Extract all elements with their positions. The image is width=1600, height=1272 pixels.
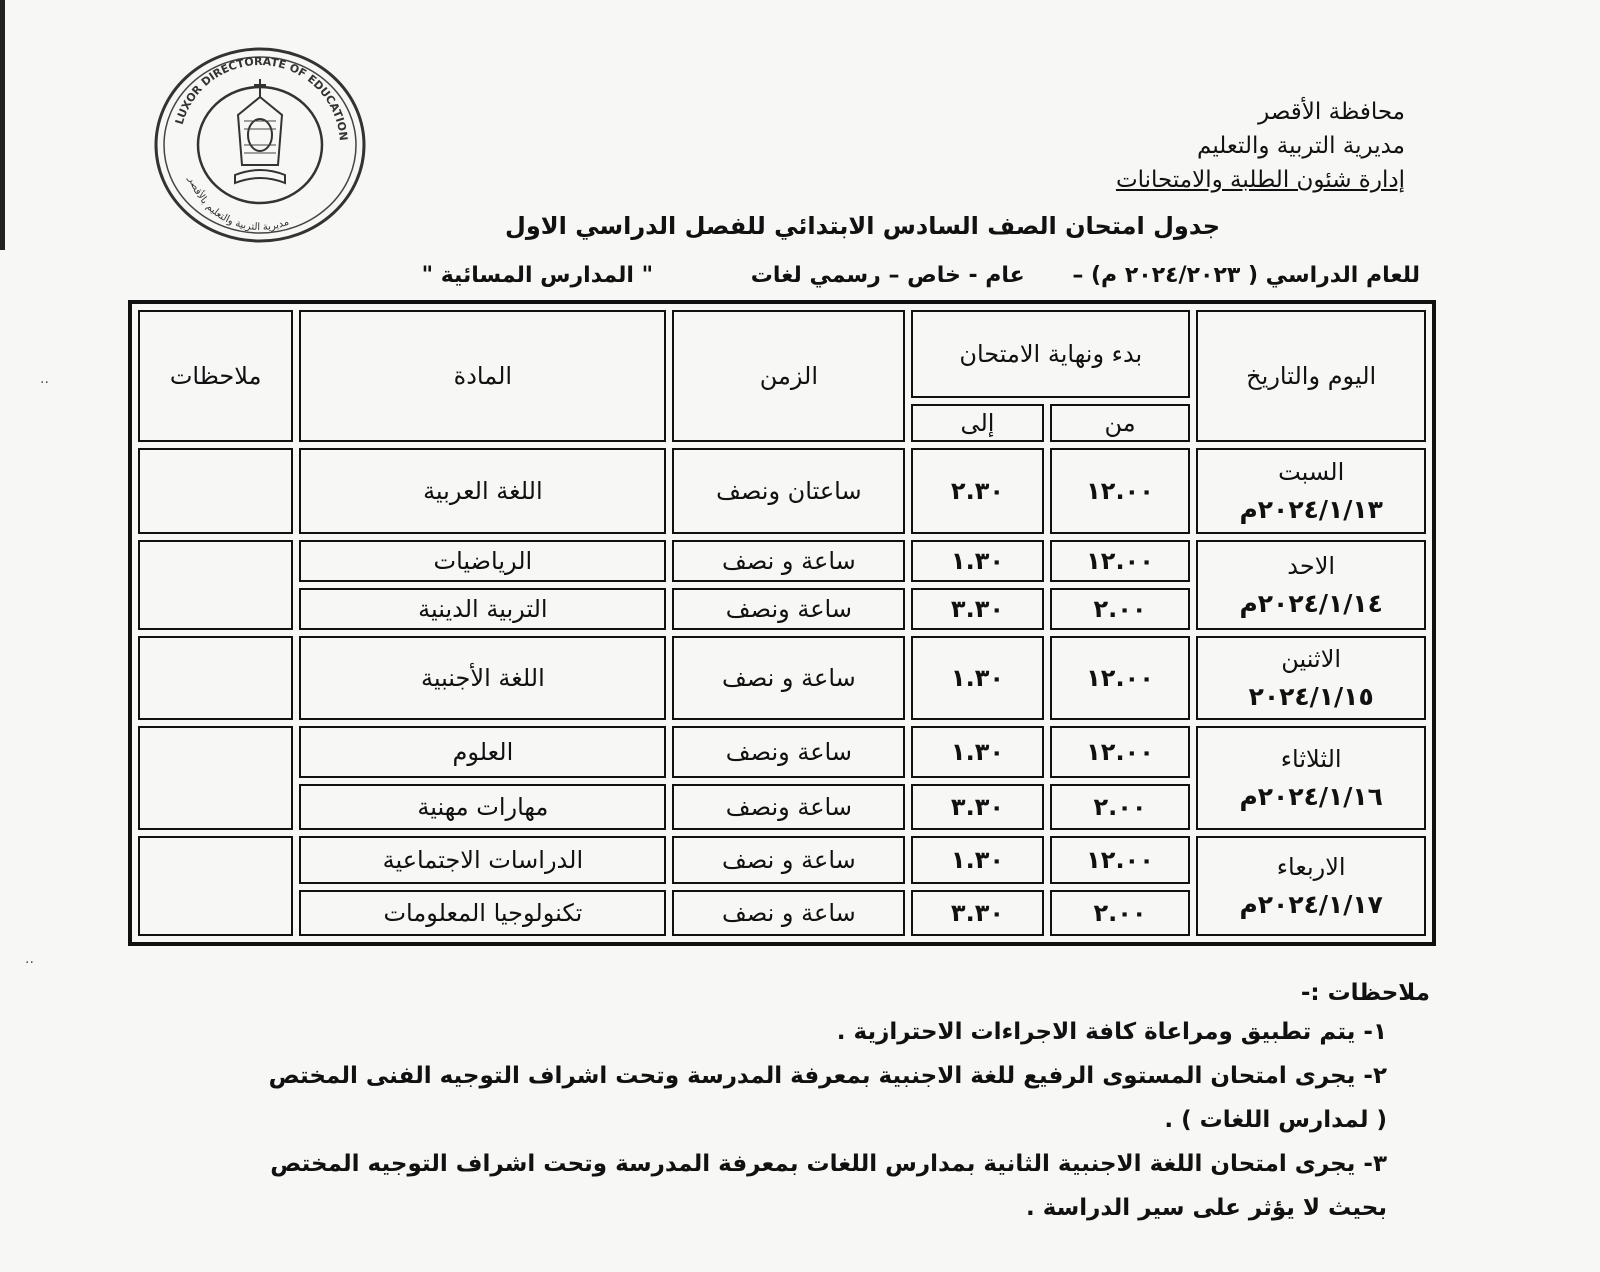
- exam-subject: الرياضيات: [299, 540, 666, 582]
- exam-subject: اللغة الأجنبية: [299, 636, 666, 720]
- exam-duration: ساعة ونصف: [672, 784, 905, 830]
- time-from: ١٢.٠٠: [1050, 636, 1191, 720]
- exam-date: ٢٠٢٤/١/١٣م: [1239, 495, 1383, 524]
- exam-subject: اللغة العربية: [299, 448, 666, 534]
- time-to: ٣.٣٠: [911, 588, 1043, 630]
- exam-subject: مهارات مهنية: [299, 784, 666, 830]
- notes-cell: [138, 836, 293, 936]
- exam-duration: ساعتان ونصف: [672, 448, 905, 534]
- exam-duration: ساعة و نصف: [672, 836, 905, 884]
- day-date-cell: [1196, 448, 1426, 534]
- school-shift: " المدارس المسائية ": [421, 263, 654, 288]
- exam-duration: ساعة ونصف: [672, 726, 905, 778]
- notes-cell: [138, 540, 293, 630]
- time-to: ٣.٣٠: [911, 784, 1043, 830]
- notes-cell: [138, 448, 293, 534]
- table-row: [138, 836, 1426, 884]
- time-to: ١.٣٠: [911, 836, 1043, 884]
- day-name: السبت: [1278, 458, 1345, 486]
- day-date-cell: [1196, 726, 1426, 830]
- time-from: ١٢.٠٠: [1050, 540, 1191, 582]
- time-to: ٢.٣٠: [911, 448, 1043, 534]
- exam-subject: التربية الدينية: [299, 588, 666, 630]
- notes-heading: ملاحظات :-: [1300, 980, 1430, 1006]
- header-from: من: [1050, 404, 1191, 442]
- page-edge-shadow: [0, 0, 5, 250]
- ink-speck: ··: [25, 955, 34, 971]
- time-to: ٣.٣٠: [911, 890, 1043, 936]
- time-to: ١.٣٠: [911, 636, 1043, 720]
- header-day-date: اليوم والتاريخ: [1196, 310, 1426, 442]
- day-name: الثلاثاء: [1280, 745, 1342, 773]
- exam-date: ٢٠٢٤/١/١٧م: [1239, 890, 1383, 919]
- exam-subject: تكنولوجيا المعلومات: [299, 890, 666, 936]
- time-from: ١٢.٠٠: [1050, 448, 1191, 534]
- exam-date: ٢٠٢٤/١/١٥: [1248, 682, 1374, 711]
- time-from: ٢.٠٠: [1050, 890, 1191, 936]
- note-item: ٣- يجرى امتحان اللغة الاجنبية الثانية بمدارس اللغات بمعرفة المدرسة وتحت اشراف التوجيه المختص بحيث لا يؤثر على سير الدراسة .: [270, 1151, 1387, 1221]
- time-to: ١.٣٠: [911, 726, 1043, 778]
- notes-cell: [138, 726, 293, 830]
- header-duration: الزمن: [672, 310, 905, 442]
- time-to: ١.٣٠: [911, 540, 1043, 582]
- svg-text:LUXOR DIRECTORATE OF EDUCATION: LUXOR DIRECTORATE OF EDUCATION: [172, 54, 350, 142]
- time-from: ٢.٠٠: [1050, 588, 1191, 630]
- table-row: [138, 726, 1426, 778]
- day-date-cell: [1196, 636, 1426, 720]
- header-to: إلى: [911, 404, 1043, 442]
- note-item: ٢- يجرى امتحان المستوى الرفيع للغة الاجنبية بمعرفة المدرسة وتحت اشراف التوجيه الفنى المختص ( لمدارس اللغات ) .: [268, 1063, 1387, 1133]
- academic-year: للعام الدراسي ( ٢٠٢٤/٢٠٢٣ م) –: [1072, 263, 1420, 288]
- directorate-name: مديرية التربية والتعليم: [1197, 133, 1405, 159]
- exam-subject: العلوم: [299, 726, 666, 778]
- note-item: ١- يتم تطبيق ومراعاة كافة الاجراءات الاحترازية .: [836, 1019, 1387, 1045]
- header-subject: المادة: [299, 310, 666, 442]
- header-start-end: بدء ونهاية الامتحان: [911, 310, 1190, 398]
- day-date-cell: [1196, 836, 1426, 936]
- day-name: الاحد: [1287, 552, 1336, 580]
- exam-duration: ساعة و نصف: [672, 890, 905, 936]
- department-name: إدارة شئون الطلبة والامتحانات: [1115, 167, 1405, 193]
- header-notes: ملاحظات: [138, 310, 293, 442]
- school-types: عام - خاص – رسمي لغات: [750, 263, 1025, 288]
- notes-list: [267, 1010, 1387, 1230]
- day-date-cell: [1196, 540, 1426, 630]
- header-block: [1116, 95, 1405, 197]
- table-row: [138, 540, 1426, 582]
- day-name: الاربعاء: [1276, 853, 1346, 881]
- table-row: [138, 448, 1426, 534]
- time-from: ١٢.٠٠: [1050, 726, 1191, 778]
- day-name: الاثنين: [1281, 645, 1342, 673]
- document-title: جدول امتحان الصف السادس الابتدائي للفصل الدراسي الاول: [505, 212, 1220, 240]
- exam-duration: ساعة و نصف: [672, 540, 905, 582]
- exam-date: ٢٠٢٤/١/١٤م: [1239, 589, 1383, 618]
- time-from: ١٢.٠٠: [1050, 836, 1191, 884]
- exam-date: ٢٠٢٤/١/١٦م: [1239, 782, 1383, 811]
- exam-duration: ساعة و نصف: [672, 636, 905, 720]
- notes-cell: [138, 636, 293, 720]
- exam-schedule-table: [128, 300, 1436, 946]
- exam-duration: ساعة ونصف: [672, 588, 905, 630]
- time-from: ٢.٠٠: [1050, 784, 1191, 830]
- table-row: [138, 636, 1426, 720]
- luxor-education-seal: [150, 45, 370, 245]
- ink-speck: ··: [40, 375, 49, 391]
- governorate-name: محافظة الأقصر: [1258, 99, 1405, 125]
- svg-text:مديرية التربية والتعليم بالأقص: مديرية التربية والتعليم بالأقصر: [185, 175, 291, 234]
- document-subtitle: [422, 263, 1420, 288]
- exam-subject: الدراسات الاجتماعية: [299, 836, 666, 884]
